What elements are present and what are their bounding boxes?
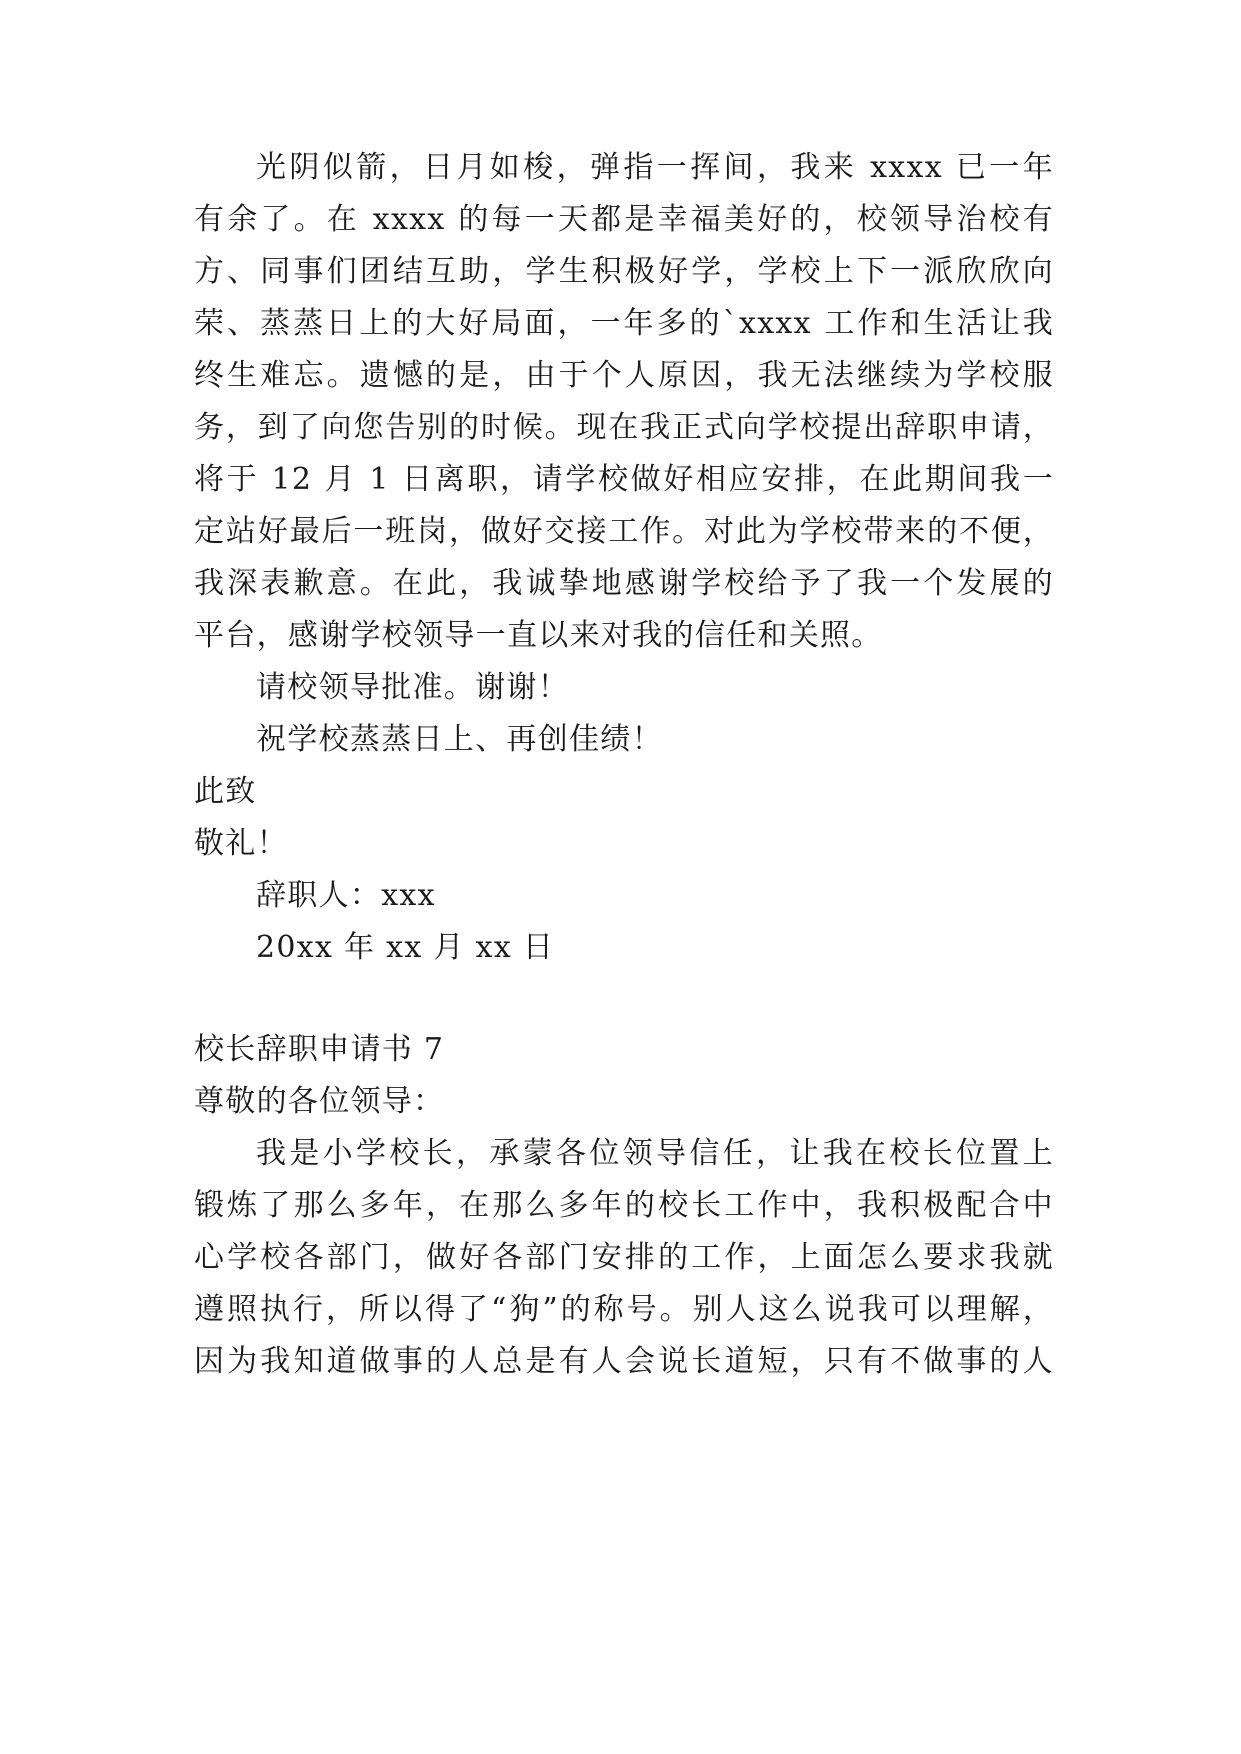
- paragraph-line: 方、同事们团结互助，学生积极好学，学校上下一派欣欣向: [194, 254, 1054, 289]
- section-title: 校长辞职申请书 7: [194, 1032, 445, 1067]
- paragraph-line: 心学校各部门，做好各部门安排的工作，上面怎么要求我就: [194, 1240, 1054, 1275]
- paragraph-line: 平台，感谢学校领导一直以来对我的信任和关照。: [194, 618, 883, 653]
- paragraph-line: 务，到了向您告别的时候。现在我正式向学校提出辞职申请，: [194, 410, 1054, 445]
- paragraph-line: 我深表歉意。在此，我诚挚地感谢学校给予了我一个发展的: [194, 566, 1054, 601]
- date-line: 20xx 年 xx 月 xx 日: [256, 930, 555, 965]
- closing-line: 敬礼！: [194, 826, 288, 861]
- paragraph-line: 因为我知道做事的人总是有人会说长道短，只有不做事的人: [194, 1344, 1054, 1379]
- request-line: 请校领导批准。谢谢！: [256, 670, 569, 705]
- paragraph-line: 荣、蒸蒸日上的大好局面，一年多的`xxxx 工作和生活让我: [194, 306, 1054, 341]
- paragraph-line: 遵照执行，所以得了“狗”的称号。别人这么说我可以理解，: [194, 1292, 1054, 1327]
- closing-line: 此致: [194, 774, 257, 809]
- salutation: 尊敬的各位领导：: [194, 1084, 445, 1119]
- paragraph-line: 将于 12 月 1 日离职，请学校做好相应安排，在此期间我一: [194, 462, 1054, 497]
- wish-line: 祝学校蒸蒸日上、再创佳绩！: [256, 722, 663, 757]
- paragraph-line: 定站好最后一班岗，做好交接工作。对此为学校带来的不便，: [194, 514, 1054, 549]
- signer-line: 辞职人：xxx: [256, 878, 436, 913]
- paragraph-line: 光阴似箭，日月如梭，弹指一挥间，我来 xxxx 已一年: [256, 150, 1054, 185]
- paragraph-line: 我是小学校长，承蒙各位领导信任，让我在校长位置上: [256, 1136, 1054, 1171]
- paragraph-line: 有余了。在 xxxx 的每一天都是幸福美好的，校领导治校有: [194, 202, 1054, 237]
- paragraph-line: 终生难忘。遗憾的是，由于个人原因，我无法继续为学校服: [194, 358, 1054, 393]
- paragraph-line: 锻炼了那么多年，在那么多年的校长工作中，我积极配合中: [194, 1188, 1054, 1223]
